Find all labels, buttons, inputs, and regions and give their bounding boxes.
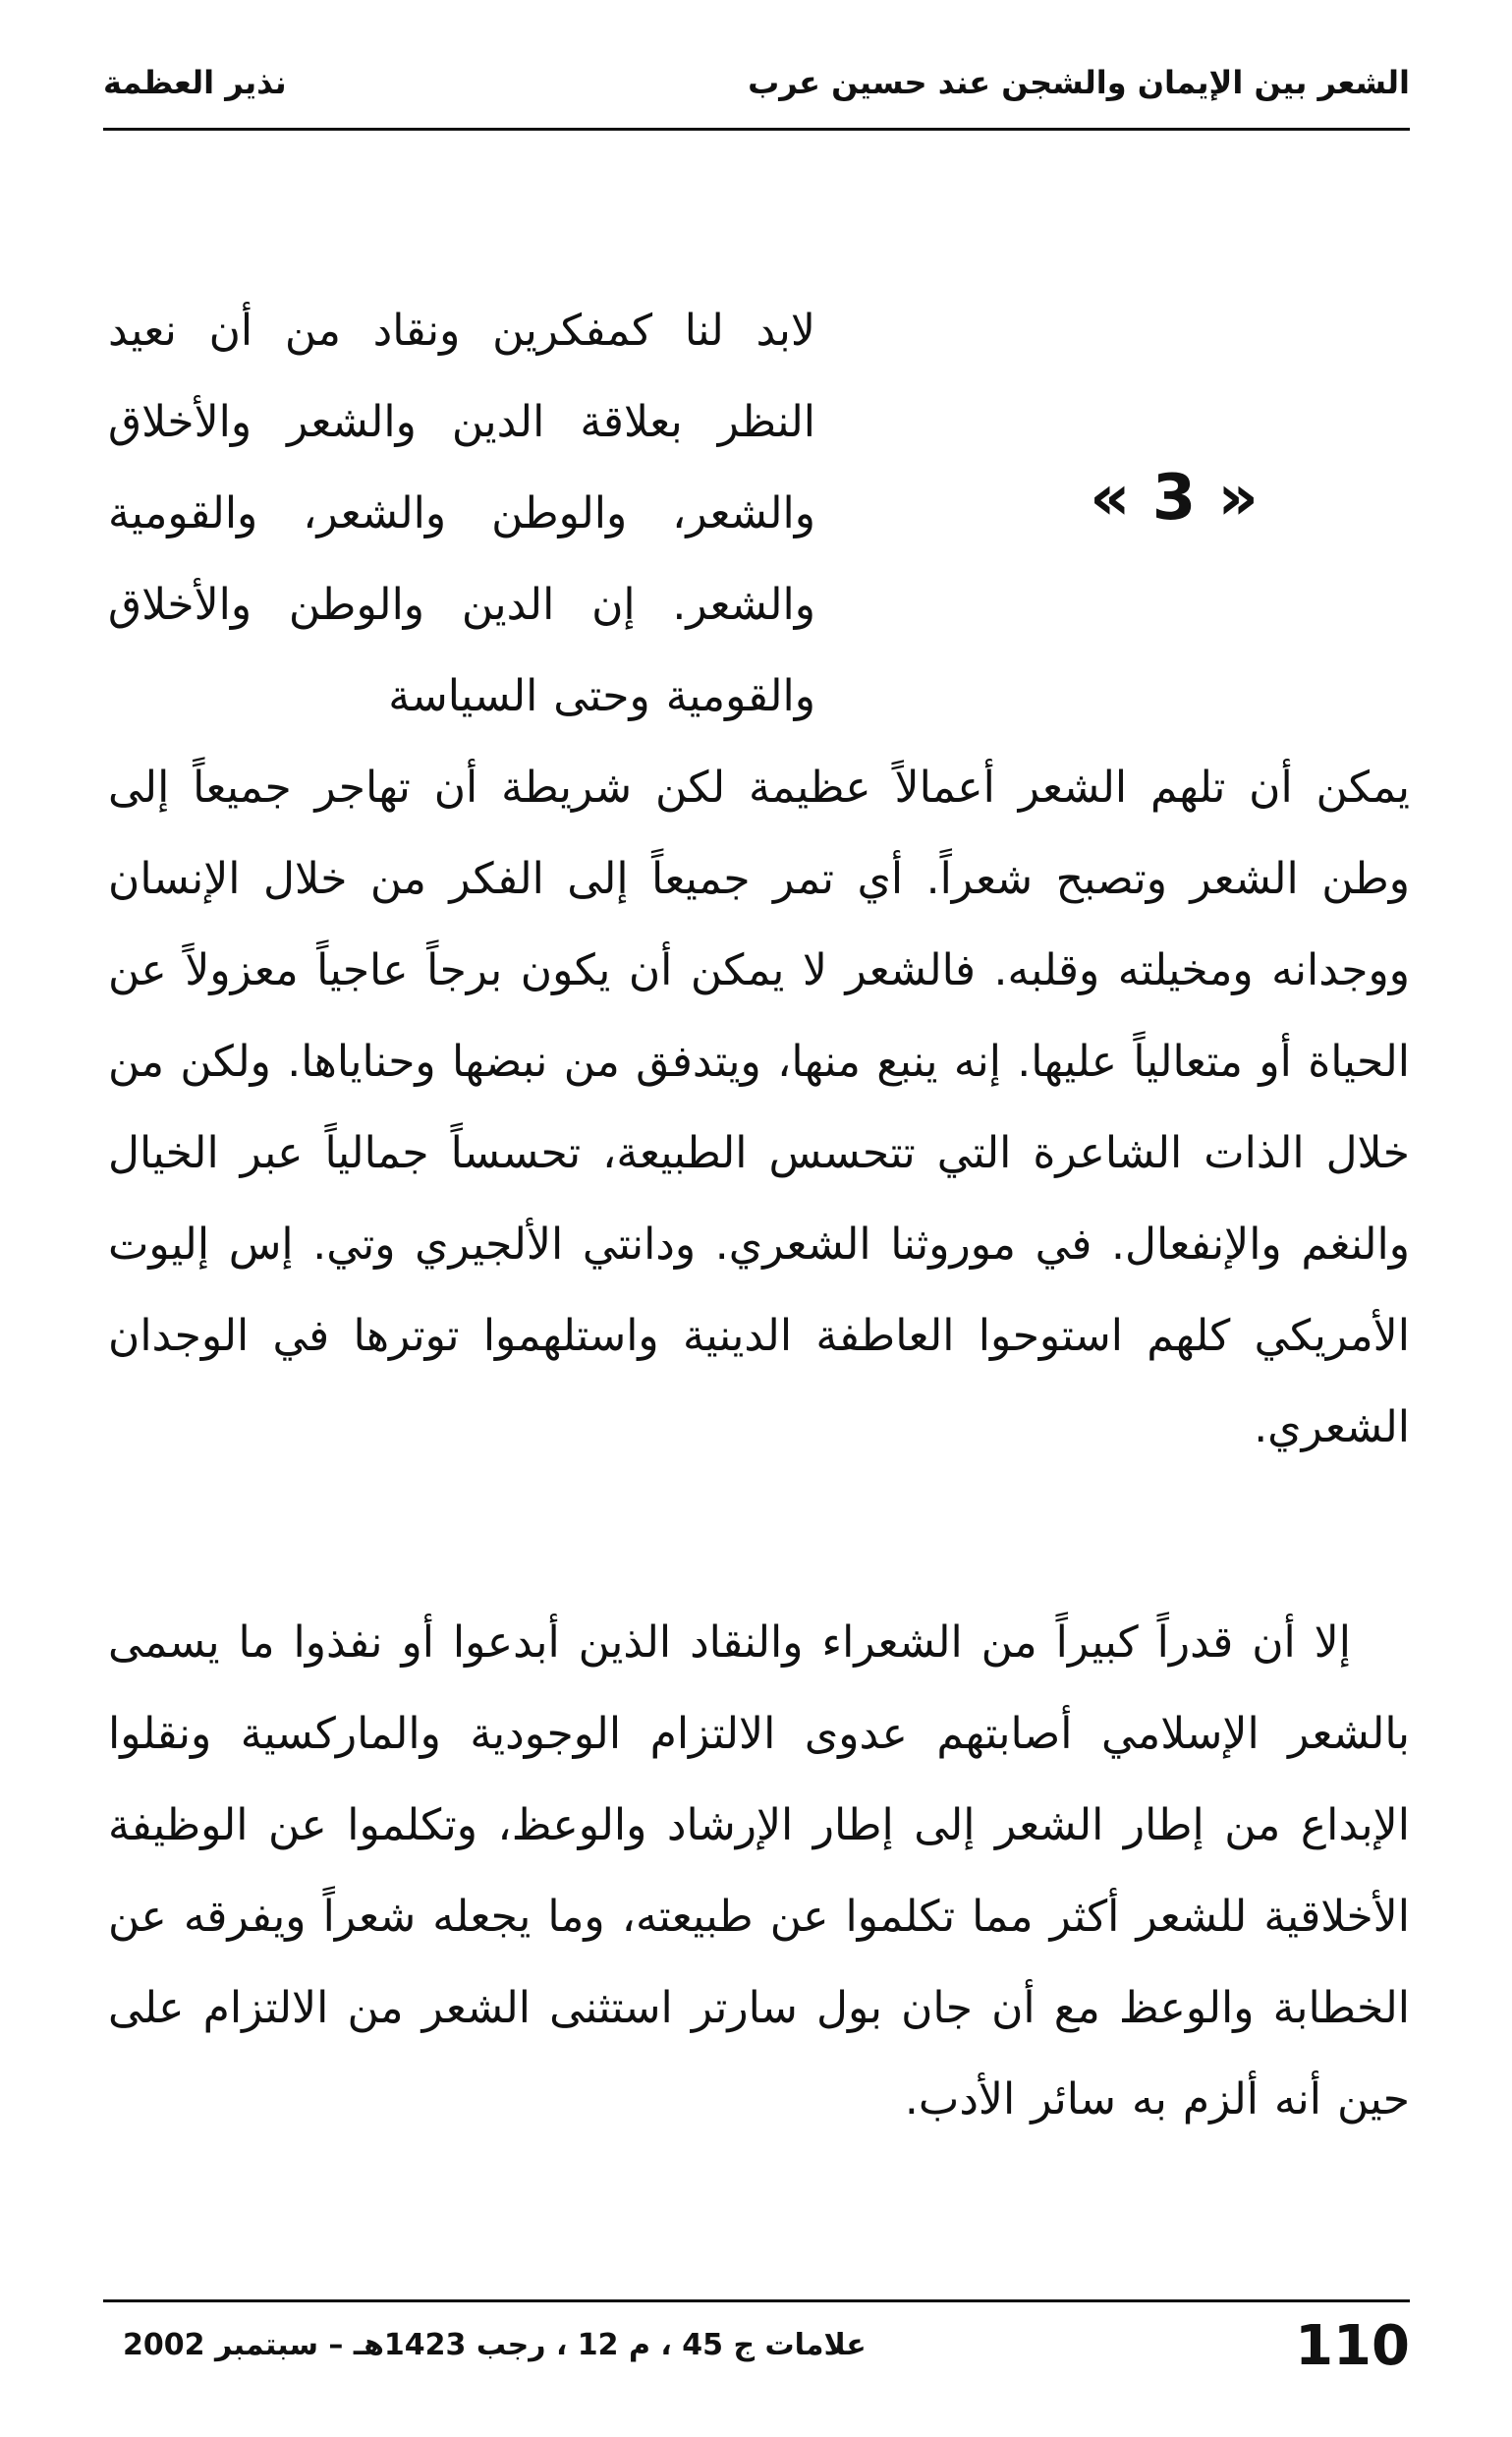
article-title: الشعر بين الإيمان والشجن عند حسين عرب — [748, 64, 1410, 101]
paragraph-intro: لابد لنا كمفكرين ونقاد من أن نعيد النظر بعلاقة الدين والشعر والأخلاق والشعر، والوطن والشعر، والقومية والشعر. إن الدين والوطن والأخلاق والقومية وحتى السياسة — [108, 306, 815, 721]
paragraph-1-continued: يمكن أن تلهم الشعر أعمالاً عظيمة لكن شريطة أن تهاجر جميعاً إلى وطن الشعر وتصبح شعراً. أي تمر جميعاً إلى الفكر من خلال الإنسان ووجدانه ومخيلته وقلبه. فالشعر لا يمكن أن يكون برجاً عاجياً معزولاً عن الحياة أو متعالياً عليها. إنه ينبع منها، ويتدفق من نبضها وحناياها. ولكن من خلال الذات الشاعرة التي تتحسس الطبيعة، تحسساً جمالياً عبر الخيال والنغم والإنفعال. في موروثنا الشعري. ودانتي الألجيري وتي. إس إليوت الأمريكي كلهم استوحوا العاطفة الدينية واستلهموا توترها في الوجدان الشعري. — [108, 763, 1410, 1452]
page-footer — [103, 2314, 1410, 2393]
issue-info: علامات ج 45 ، م 12 ، رجب 1423هـ – سبتمبر 2002 — [123, 2328, 867, 2362]
footer-divider — [103, 2299, 1410, 2302]
header-divider — [103, 128, 1410, 131]
page-number: 110 — [1295, 2314, 1410, 2378]
article-author: نذير العظمة — [103, 64, 287, 101]
paragraph-2: إلا أن قدراً كبيراً من الشعراء والنقاد الذين أبدعوا أو نفذوا ما يسمى بالشعر الإسلامي أصابتهم عدوى الالتزام الوجودية والماركسية ونقلوا الإبداع من إطار الشعر إلى إطار الإرشاد والوعظ، وتكلموا عن الوظيفة الأخلاقية للشعر أكثر مما تكلموا عن طبيعته، وما يجعله شعراً ويفرقه عن الخطابة والوعظ مع أن جان بول سارتر استثنى الشعر من الالتزام على حين أنه ألزم به سائر الأدب. — [108, 1617, 1410, 2125]
running-header — [103, 54, 1410, 133]
section-number: « 3 » — [1090, 462, 1259, 535]
